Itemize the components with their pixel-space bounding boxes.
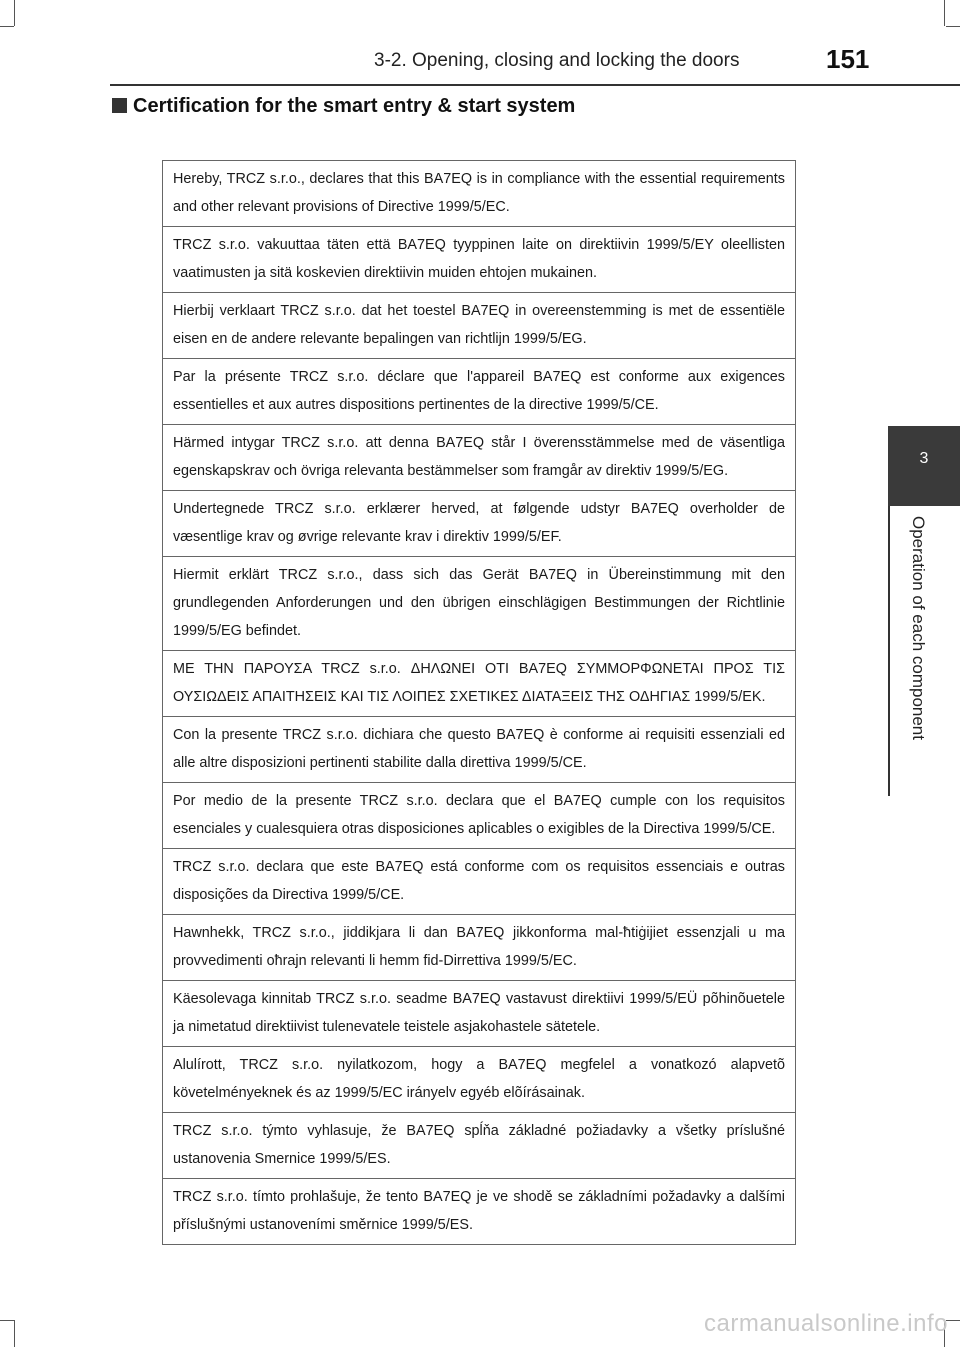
square-bullet-icon [112,98,127,113]
crop-mark [946,26,960,27]
certification-text: Hiermit erklärt TRCZ s.r.o., dass sich das Gerät BA7EQ in Übereinstimmung mit den grundlegenden Anforderungen und den übrigen einschlägigen Bestimmungen der Richtlinie 1999/5/EG befindet. [163,557,796,651]
certification-text: TRCZ s.r.o. týmto vyhlasuje, že BA7EQ spĺňa základné požiadavky a všetky príslušné ustanovenia Smernice 1999/5/ES. [163,1113,796,1179]
page-number: 151 [826,44,870,74]
table-row [163,491,796,557]
certification-text: TRCZ s.r.o. vakuuttaa täten että BA7EQ tyyppinen laite on direktiivin 1999/5/EY oleellisten vaatimusten ja sitä koskevien direktiivin muiden ehtojen mukainen. [163,227,796,293]
certification-text: TRCZ s.r.o. declara que este BA7EQ está conforme com os requisitos essenciais e outras disposições da Directiva 1999/5/CE. [163,849,796,915]
chapter-side-bar [888,506,890,796]
certification-text: TRCZ s.r.o. tímto prohlašuje, že tento BA7EQ je ve shodě se základními požadavky a dalšími příslušnými ustanoveními směrnice 1999/5/ES. [163,1179,796,1245]
running-header-title: 3-2. Opening, closing and locking the doors [374,50,740,71]
certification-text: Con la presente TRCZ s.r.o. dichiara che questo BA7EQ è conforme ai requisiti essenziali ed alle altre disposizioni pertinenti stabilite dalla direttiva 1999/5/CE. [163,717,796,783]
crop-mark [0,26,14,27]
table-row [163,915,796,981]
table-row [163,227,796,293]
crop-mark [944,0,945,26]
header-divider [110,84,960,86]
certification-text: Alulírott, TRCZ s.r.o. nyilatkozom, hogy a BA7EQ megfelel a vonatkozó alapvetõ követelményeknek és az 1999/5/EC irányelv egyéb elõírásainak. [163,1047,796,1113]
watermark: carmanualsonline.info [704,1310,948,1337]
table-row [163,1047,796,1113]
table-row [163,1179,796,1245]
table-row [163,1113,796,1179]
table-row [163,849,796,915]
certification-text: Hawnhekk, TRCZ s.r.o., jiddikjara li dan BA7EQ jikkonforma mal-ħtiġijiet essenzjali u ma provvedimenti oħrajn relevanti li hemm fid-Dirrettiva 1999/5/EC. [163,915,796,981]
certification-text: Käesolevaga kinnitab TRCZ s.r.o. seadme BA7EQ vastavust direktiivi 1999/5/EÜ põhinõuetele ja nimetatud direktiivist tulenevatele teistele asjakohastele sätetele. [163,981,796,1047]
certification-text: ΜΕ ΤΗΝ ΠΑΡΟΥΣΑ TRCZ s.r.o. ΔΗΛΩΝΕΙ ΟΤΙ BA7EQ ΣΥΜΜΟΡΦΩΝΕΤΑΙ ΠΡΟΣ ΤΙΣ ΟΥΣΙΩΔΕΙΣ ΑΠΑΙΤΗΣΕΙΣ ΚΑΙ ΤΙΣ ΛΟΙΠΕΣ ΣΧΕΤΙΚΕΣ ΔΙΑΤΑΞΕΙΣ ΤΗΣ ΟΔΗΓΙΑΣ 1999/5/ΕΚ. [163,651,796,717]
crop-mark [14,0,15,26]
table-row [163,293,796,359]
table-row [163,557,796,651]
certification-text: Hierbij verklaart TRCZ s.r.o. dat het toestel BA7EQ in overeenstemming is met de essentiële eisen en de andere relevante bepalingen van richtlijn 1999/5/EG. [163,293,796,359]
chapter-tab [888,426,960,506]
table-row [163,161,796,227]
table-row [163,425,796,491]
chapter-number: 3 [919,450,929,467]
crop-mark [14,1320,15,1347]
crop-mark [946,1320,960,1321]
table-row [163,359,796,425]
certification-table [162,160,796,1245]
table-row [163,783,796,849]
table-row [163,651,796,717]
section-heading [112,95,575,118]
certification-text: Undertegnede TRCZ s.r.o. erklærer herved, at følgende udstyr BA7EQ overholder de væsentlige krav og øvrige relevante krav i direktiv 1999/5/EF. [163,491,796,557]
crop-mark [0,1320,14,1321]
certification-text: Härmed intygar TRCZ s.r.o. att denna BA7EQ står I överensstämmelse med de väsentliga egenskapskrav och övriga relevanta bestämmelser som framgår av direktiv 1999/5/EG. [163,425,796,491]
table-row [163,981,796,1047]
section-heading-text: Certification for the smart entry & start system [133,95,576,117]
table-row [163,717,796,783]
certification-text: Por medio de la presente TRCZ s.r.o. declara que el BA7EQ cumple con los requisitos esenciales y cualesquiera otras disposiciones aplicables o exigibles de la Directiva 1999/5/CE. [163,783,796,849]
chapter-title: Operation of each component [909,516,928,740]
certification-text: Par la présente TRCZ s.r.o. déclare que l'appareil BA7EQ est conforme aux exigences essentielles et aux autres dispositions pertinentes de la directive 1999/5/CE. [163,359,796,425]
certification-text: Hereby, TRCZ s.r.o., declares that this BA7EQ is in compliance with the essential requirements and other relevant provisions of Directive 1999/5/EC. [163,161,796,227]
